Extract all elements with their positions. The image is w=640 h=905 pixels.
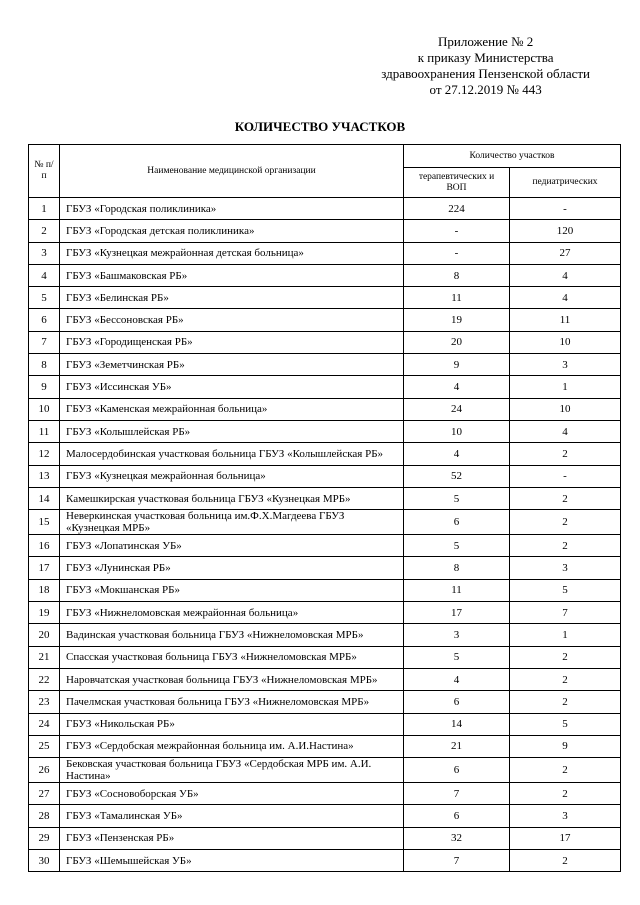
row-number: 16 [29,535,60,557]
organization-name: Неверкинская участковая больница им.Ф.Х.Магдеева ГБУЗ «Кузнецкая МРБ» [60,510,404,535]
row-number: 15 [29,510,60,535]
therapeutic-count: 4 [404,376,510,398]
therapeutic-count: 14 [404,713,510,735]
organization-name: ГБУЗ «Городская поликлиника» [60,198,404,220]
row-number: 27 [29,783,60,805]
header-number: № п/п [29,145,60,198]
organization-name: ГБУЗ «Иссинская УБ» [60,376,404,398]
row-number: 12 [29,443,60,465]
therapeutic-count: 9 [404,354,510,376]
organization-name: Вадинская участковая больница ГБУЗ «Нижнеломовская МРБ» [60,624,404,646]
pediatric-count: 2 [510,646,621,668]
row-number: 3 [29,242,60,264]
therapeutic-count: 10 [404,420,510,442]
pediatric-count: 2 [510,535,621,557]
appendix-line-1: Приложение № 2 [438,34,534,49]
therapeutic-count: - [404,220,510,242]
organization-name: Спасская участковая больница ГБУЗ «Нижнеломовская МРБ» [60,646,404,668]
pediatric-count: 2 [510,758,621,783]
pediatric-count: 3 [510,354,621,376]
organization-name: ГБУЗ «Тамалинская УБ» [60,805,404,827]
table-row [29,398,621,420]
organization-name: ГБУЗ «Мокшанская РБ» [60,579,404,601]
therapeutic-count: 11 [404,287,510,309]
row-number: 5 [29,287,60,309]
therapeutic-count: 21 [404,735,510,757]
pediatric-count: 5 [510,579,621,601]
table-row [29,287,621,309]
pediatric-count: 2 [510,487,621,509]
pediatric-count: 9 [510,735,621,757]
row-number: 24 [29,713,60,735]
document-title: КОЛИЧЕСТВО УЧАСТКОВ [234,119,406,134]
row-number: 26 [29,758,60,783]
row-number: 7 [29,331,60,353]
pediatric-count: 10 [510,331,621,353]
table-row [29,331,621,353]
header-therapeutic: терапевтических и ВОП [404,168,510,198]
organization-name: ГБУЗ «Никольская РБ» [60,713,404,735]
table-row [29,510,621,535]
appendix-line-2: к приказу Министерства [417,50,554,65]
table-row [29,443,621,465]
table-row [29,420,621,442]
table-row [29,376,621,398]
row-number: 20 [29,624,60,646]
table-row [29,850,621,872]
therapeutic-count: 5 [404,487,510,509]
organization-name: Малосердобинская участковая больница ГБУЗ «Колышлейская РБ» [60,443,404,465]
organization-name: ГБУЗ «Сердобская межрайонная больница им. А.И.Настина» [60,735,404,757]
table-row [29,805,621,827]
table-row [29,668,621,690]
table-row [29,624,621,646]
pediatric-count: 10 [510,398,621,420]
appendix-line-3: здравоохранения Пензенской области [381,66,590,81]
table-row [29,198,621,220]
therapeutic-count: 6 [404,510,510,535]
table-row [29,242,621,264]
row-number: 30 [29,850,60,872]
row-number: 18 [29,579,60,601]
pediatric-count: - [510,198,621,220]
row-number: 11 [29,420,60,442]
therapeutic-count: 52 [404,465,510,487]
pediatric-count: 4 [510,287,621,309]
organization-name: ГБУЗ «Башмаковская РБ» [60,264,404,286]
therapeutic-count: 11 [404,579,510,601]
therapeutic-count: 7 [404,850,510,872]
therapeutic-count: 6 [404,805,510,827]
pediatric-count: 17 [510,827,621,849]
row-number: 17 [29,557,60,579]
pediatric-count: 2 [510,783,621,805]
therapeutic-count: 4 [404,443,510,465]
organization-name: ГБУЗ «Белинская РБ» [60,287,404,309]
therapeutic-count: 32 [404,827,510,849]
pediatric-count: 3 [510,805,621,827]
organization-name: ГБУЗ «Бессоновская РБ» [60,309,404,331]
table-row [29,646,621,668]
table-row [29,735,621,757]
organization-name: ГБУЗ «Каменская межрайонная больница» [60,398,404,420]
row-number: 9 [29,376,60,398]
table-row [29,309,621,331]
pediatric-count: 27 [510,242,621,264]
organization-name: ГБУЗ «Нижнеломовская межрайонная больница» [60,602,404,624]
therapeutic-count: 19 [404,309,510,331]
therapeutic-count: 3 [404,624,510,646]
row-number: 2 [29,220,60,242]
pediatric-count: 3 [510,557,621,579]
therapeutic-count: 20 [404,331,510,353]
row-number: 23 [29,691,60,713]
therapeutic-count: 224 [404,198,510,220]
table-row [29,691,621,713]
row-number: 25 [29,735,60,757]
pediatric-count: 2 [510,668,621,690]
pediatric-count: 2 [510,691,621,713]
table-row [29,557,621,579]
table-row [29,465,621,487]
row-number: 28 [29,805,60,827]
organization-name: ГБУЗ «Шемышейская УБ» [60,850,404,872]
table-row [29,758,621,783]
therapeutic-count: - [404,242,510,264]
organization-name: Камешкирская участковая больница ГБУЗ «Кузнецкая МРБ» [60,487,404,509]
organization-name: ГБУЗ «Земетчинская РБ» [60,354,404,376]
row-number: 21 [29,646,60,668]
table-row [29,220,621,242]
organization-name: Наровчатская участковая больница ГБУЗ «Нижнеломовская МРБ» [60,668,404,690]
organization-name: Бековская участковая больница ГБУЗ «Сердобская МРБ им. А.И. Настина» [60,758,404,783]
therapeutic-count: 5 [404,535,510,557]
table-row [29,264,621,286]
therapeutic-count: 8 [404,264,510,286]
organization-name: ГБУЗ «Колышлейская РБ» [60,420,404,442]
appendix-line-4: от 27.12.2019 № 443 [429,82,542,97]
organization-name: ГБУЗ «Городская детская поликлиника» [60,220,404,242]
therapeutic-count: 4 [404,668,510,690]
table-row [29,827,621,849]
therapeutic-count: 17 [404,602,510,624]
therapeutic-count: 6 [404,691,510,713]
organization-name: ГБУЗ «Кузнецкая межрайонная больница» [60,465,404,487]
pediatric-count: - [510,465,621,487]
pediatric-count: 2 [510,850,621,872]
pediatric-count: 2 [510,510,621,535]
row-number: 22 [29,668,60,690]
therapeutic-count: 24 [404,398,510,420]
therapeutic-count: 7 [404,783,510,805]
table-row [29,354,621,376]
header-sections-count: Количество участков [404,145,621,168]
organization-name: Пачелмская участковая больница ГБУЗ «Нижнеломовская МРБ» [60,691,404,713]
pediatric-count: 5 [510,713,621,735]
organization-name: ГБУЗ «Лунинская РБ» [60,557,404,579]
row-number: 10 [29,398,60,420]
pediatric-count: 7 [510,602,621,624]
row-number: 1 [29,198,60,220]
organization-name: ГБУЗ «Сосновоборская УБ» [60,783,404,805]
table-row [29,602,621,624]
table-row [29,535,621,557]
pediatric-count: 2 [510,443,621,465]
pediatric-count: 4 [510,420,621,442]
pediatric-count: 11 [510,309,621,331]
table-row [29,783,621,805]
header-pediatric: педиатрических [510,168,621,198]
pediatric-count: 120 [510,220,621,242]
pediatric-count: 1 [510,624,621,646]
pediatric-count: 1 [510,376,621,398]
therapeutic-count: 5 [404,646,510,668]
table-row [29,579,621,601]
sections-table [28,144,621,872]
table-row [29,713,621,735]
pediatric-count: 4 [510,264,621,286]
table-body [29,198,621,872]
row-number: 29 [29,827,60,849]
row-number: 13 [29,465,60,487]
table-row [29,487,621,509]
row-number: 8 [29,354,60,376]
organization-name: ГБУЗ «Лопатинская УБ» [60,535,404,557]
therapeutic-count: 8 [404,557,510,579]
row-number: 19 [29,602,60,624]
row-number: 6 [29,309,60,331]
organization-name: ГБУЗ «Кузнецкая межрайонная детская больница» [60,242,404,264]
header-organization: Наименование медицинской организации [60,145,404,198]
row-number: 4 [29,264,60,286]
organization-name: ГБУЗ «Пензенская РБ» [60,827,404,849]
row-number: 14 [29,487,60,509]
therapeutic-count: 6 [404,758,510,783]
organization-name: ГБУЗ «Городищенская РБ» [60,331,404,353]
appendix-header [381,34,590,98]
